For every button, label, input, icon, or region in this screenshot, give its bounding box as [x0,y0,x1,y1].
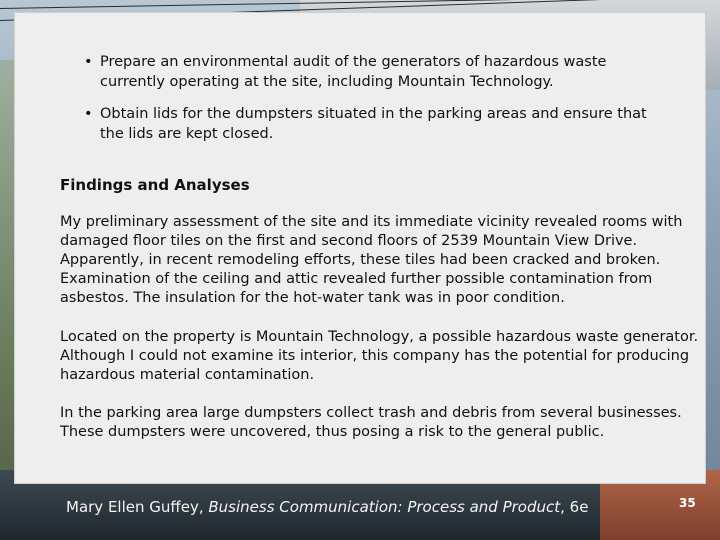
citation-book-title: Business Communication: Process and Product [208,498,561,516]
list-item-text: Prepare an environmental audit of the generators of hazardous waste currently operating at the site, including Mountain Technology. [100,54,607,90]
citation-author: Mary Ellen Guffey, [66,498,209,516]
page-number: 35 [679,496,696,510]
footer [0,484,720,540]
section-heading: Findings and Analyses [60,176,250,194]
list-item [70,104,670,144]
paragraph-findings-site: My preliminary assessment of the site and its immediate vicinity revealed rooms with damaged floor tiles on the first and second floors of 2539 Mountain View Drive. Apparently, in recent remodeling efforts, these tiles had been cracked and broken. Examination of the ceiling and attic revealed further possible contamination from asbestos. The insulation for the hot-water tank was in poor condition. [60,214,683,306]
citation [66,498,588,516]
bullet-icon: • [84,54,93,70]
bullet-icon: • [84,106,93,122]
recommendation-list [70,52,670,156]
list-item [70,52,670,92]
paragraph-findings-parking: In the parking area large dumpsters collect trash and debris from several businesses. These dumpsters were uncovered, thus posing a risk to the general public. [60,405,682,440]
paragraph-findings-property: Located on the property is Mountain Technology, a possible hazardous waste generator. Although I could not examine its interior, this company has the potential for producing hazardous material contamination. [60,329,699,383]
citation-edition: , 6e [560,498,589,516]
list-item-text: Obtain lids for the dumpsters situated in the parking areas and ensure that the lids are kept closed. [100,106,647,142]
